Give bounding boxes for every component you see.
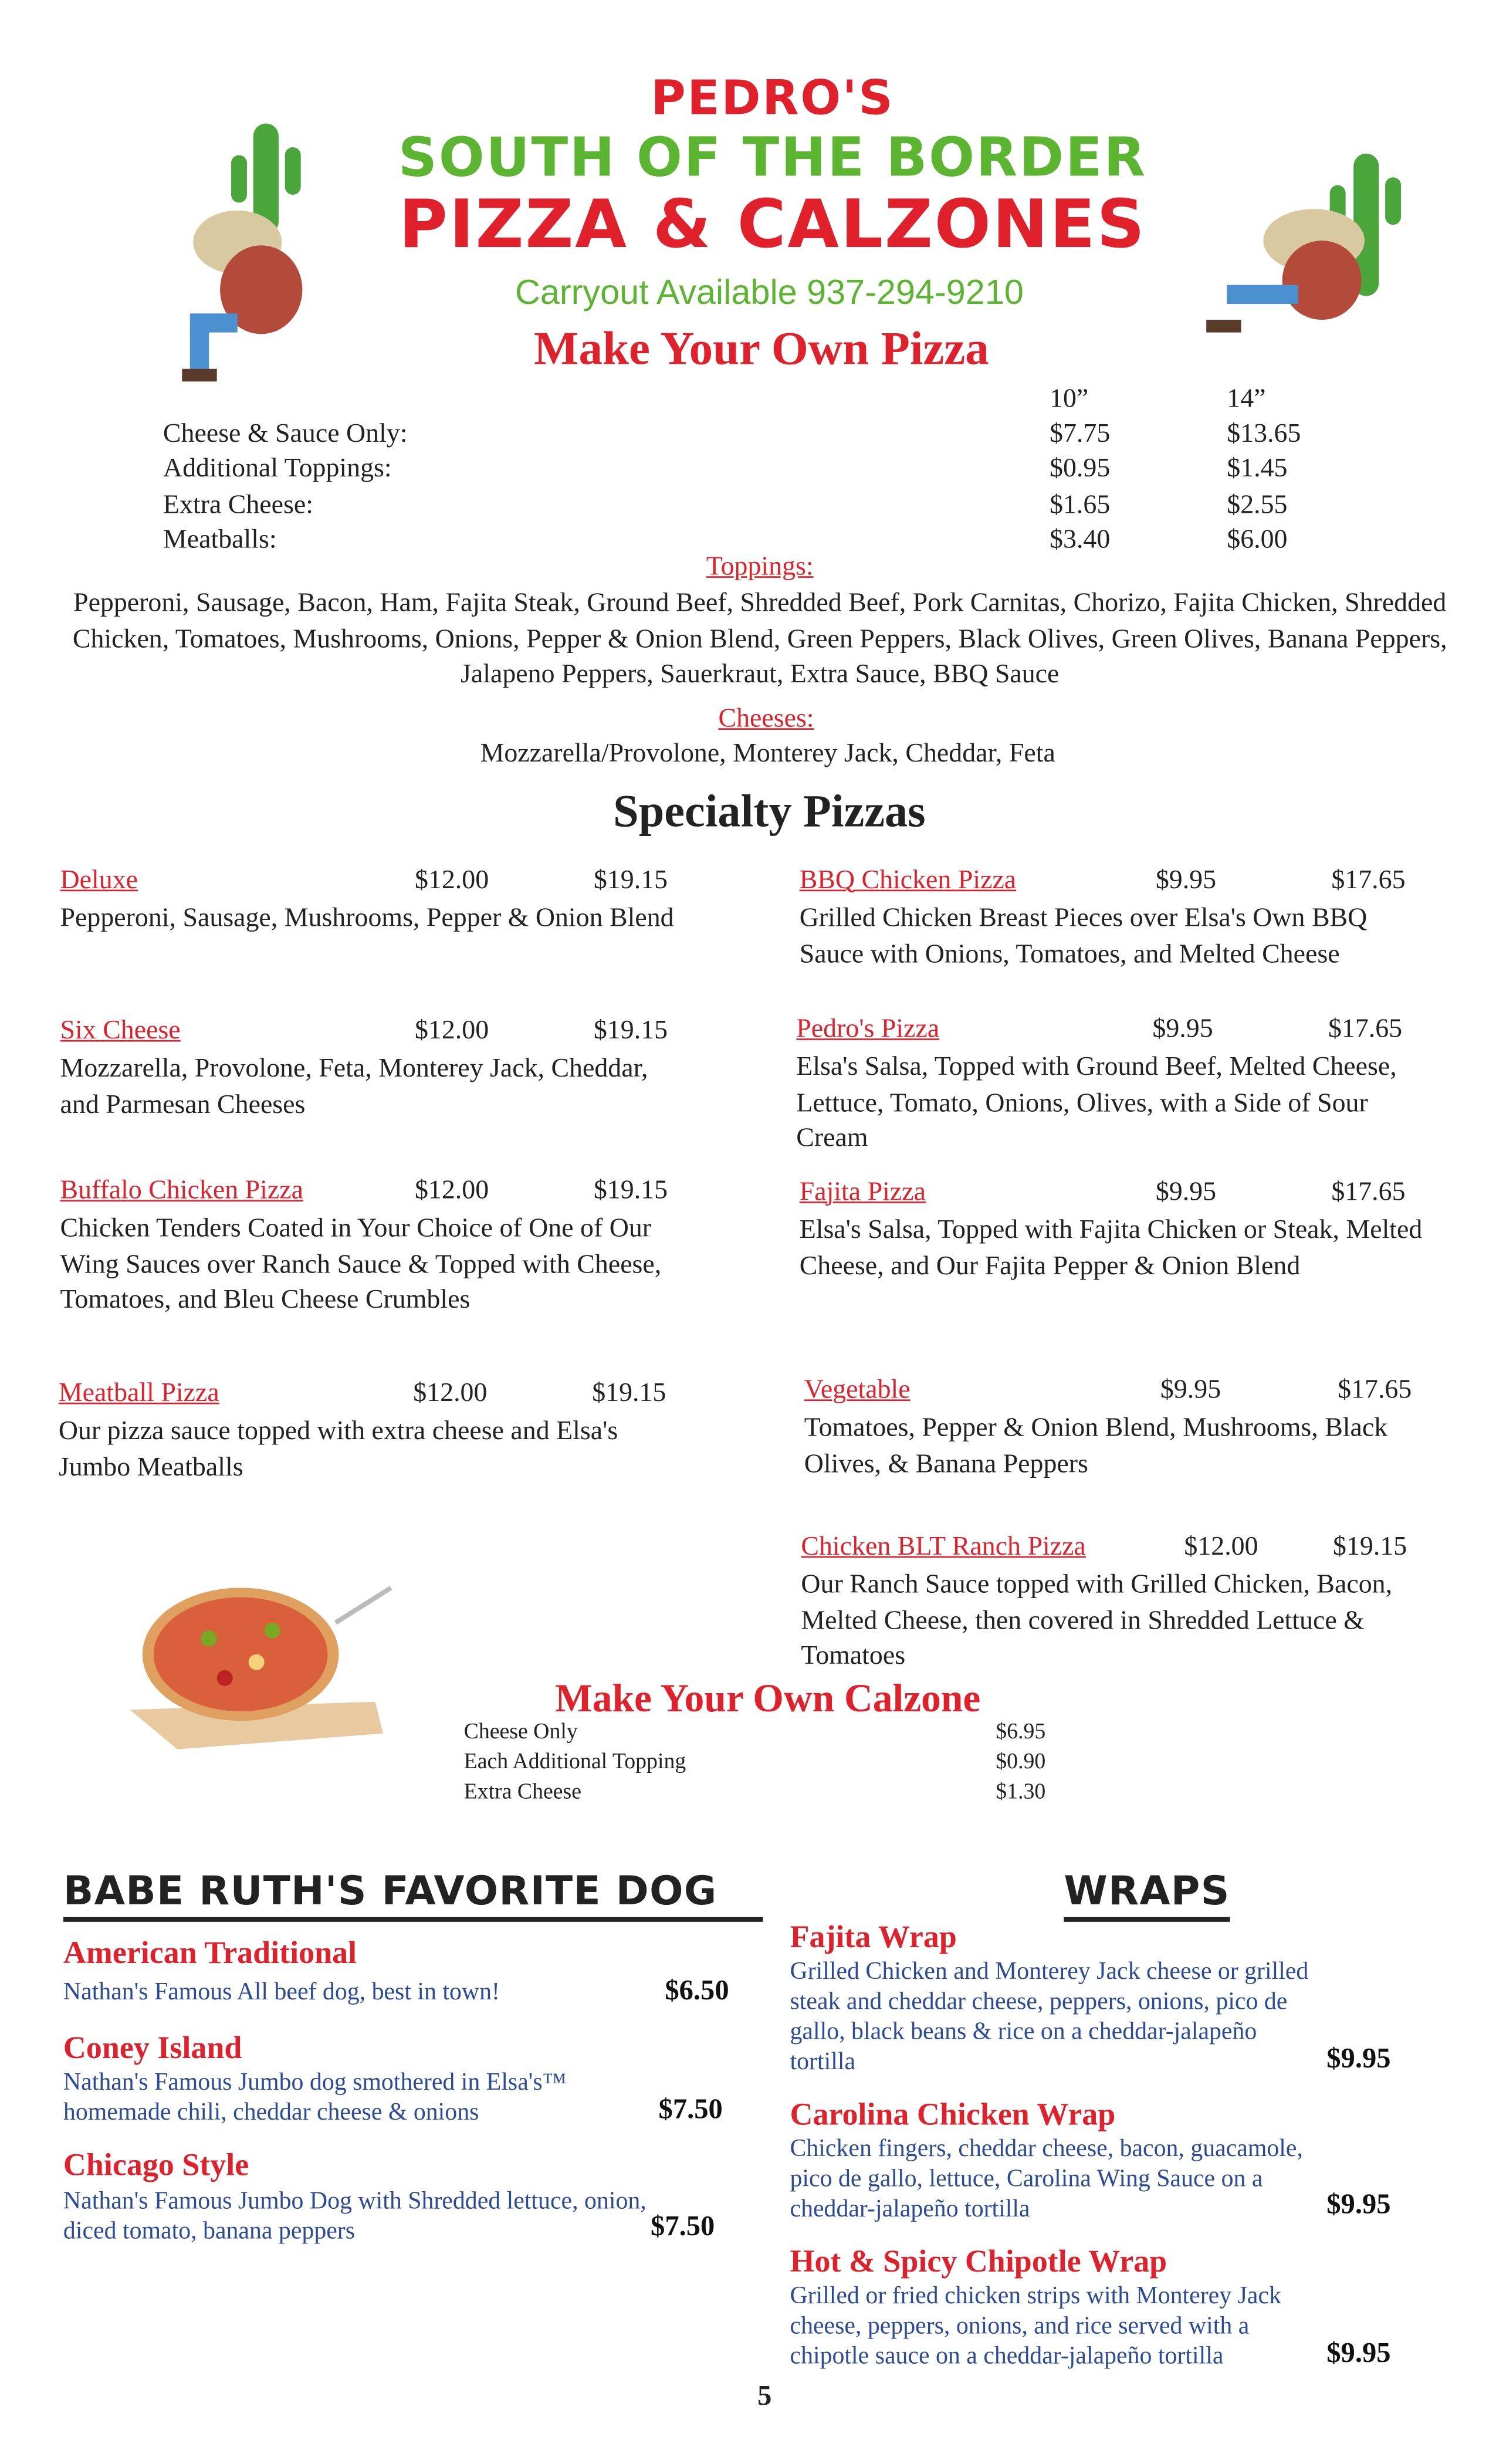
item-name: Chicago Style	[63, 2148, 249, 2184]
item-price: $9.95	[1326, 2188, 1391, 2220]
item-description: Nathan's Famous Jumbo dog smothered in Elsa's™ homemade chili, cheddar cheese & onions	[63, 2069, 567, 2126]
item-name: Meatball Pizza	[58, 1377, 219, 1407]
make-pizza-title: Make Your Own Pizza	[534, 323, 989, 375]
price-10: $12.00	[414, 1175, 489, 1205]
cheeses-list: Mozzarella/Provolone, Monterey Jack, Cheddar, Feta	[480, 737, 1055, 768]
item-description: Grilled Chicken Breast Pieces over Elsa's Own BBQ Sauce with Onions, Tomatoes, and Melted Cheese	[799, 902, 1368, 969]
size-10-header: 10”	[1050, 383, 1089, 414]
price-14: $1.45	[1227, 452, 1288, 483]
brand-name: PEDRO'S	[651, 71, 895, 127]
item-name: Coney Island	[63, 2031, 242, 2066]
item-name: Vegetable	[804, 1374, 911, 1404]
item-description: Chicken Tenders Coated in Your Choice of One of Our Wing Sauces over Ranch Sauce & Topped with Cheese, Tomatoes, and Bleu Cheese Crumbles	[60, 1212, 662, 1314]
make-calzone-title: Make Your Own Calzone	[555, 1678, 981, 1721]
calzone-row-label: Extra Cheese	[463, 1781, 581, 1805]
price-10: $12.00	[414, 1014, 489, 1045]
item-price: $9.95	[1326, 2336, 1391, 2368]
price-14: $17.65	[1328, 1013, 1403, 1044]
price-14: $19.15	[593, 864, 668, 895]
item-name: Hot & Spicy Chipotle Wrap	[790, 2245, 1167, 2280]
item-name: Buffalo Chicken Pizza	[60, 1175, 303, 1205]
dogs-section-title: BABE RUTH'S FAVORITE DOG	[63, 1868, 763, 1922]
item-price: $7.50	[658, 2093, 723, 2125]
price-14: $19.15	[592, 1377, 666, 1407]
item-description: Our Ranch Sauce topped with Grilled Chicken, Bacon, Melted Cheese, then covered in Shredded Lettuce & Tomatoes	[801, 1569, 1393, 1670]
price-14: $17.65	[1331, 1176, 1406, 1207]
item-description: Nathan's Famous All beef dog, best in town!	[63, 1979, 500, 2006]
wraps-section-title: WRAPS	[1064, 1868, 1230, 1922]
pizza-on-peel-illustration	[114, 1575, 399, 1752]
price-row-label: Additional Toppings:	[163, 452, 392, 483]
price-14: $6.00	[1227, 524, 1288, 554]
price-10: $12.00	[1184, 1531, 1258, 1561]
calzone-row-price: $6.95	[996, 1721, 1046, 1745]
price-10: $12.00	[413, 1377, 488, 1407]
price-14: $17.65	[1338, 1374, 1412, 1404]
item-description: Elsa's Salsa, Topped with Fajita Chicken or Steak, Melted Cheese, and Our Fajita Pepper & Onion Blend	[799, 1214, 1423, 1280]
item-description: Pepperoni, Sausage, Mushrooms, Pepper & Onion Blend	[60, 902, 674, 933]
price-14: $19.15	[593, 1014, 668, 1045]
item-name: Chicken BLT Ranch Pizza	[801, 1531, 1086, 1561]
price-10: $7.75	[1050, 418, 1111, 448]
sleeping-cowboy-cactus-illustration-left	[174, 123, 324, 392]
calzone-row-label: Each Additional Topping	[463, 1751, 686, 1775]
item-name: BBQ Chicken Pizza	[799, 864, 1017, 895]
price-10: $9.95	[1155, 1176, 1217, 1207]
item-name: American Traditional	[63, 1936, 357, 1971]
sleeping-cowboy-cactus-illustration-right	[1203, 145, 1417, 351]
item-name: Pedro's Pizza	[796, 1013, 940, 1044]
toppings-list: Pepperoni, Sausage, Bacon, Ham, Fajita Steak, Ground Beef, Shredded Beef, Pork Carnitas, Chorizo, Fajita Chicken, Shredded Chicken, Tomatoes, Mushrooms, Onions, Pepper & Onion Blend, Green Peppers, Black Olives, Green Olives, Banana Peppers, Jalapeno Peppers, Sauerkraut, Extra Sauce, BBQ Sauce	[72, 587, 1447, 689]
item-name: Carolina Chicken Wrap	[790, 2097, 1116, 2133]
item-description: Nathan's Famous Jumbo Dog with Shredded lettuce, onion, diced tomato, banana peppers	[63, 2188, 647, 2245]
price-14: $2.55	[1227, 489, 1288, 520]
price-10: $12.00	[414, 864, 489, 895]
item-price: $6.50	[665, 1974, 729, 2006]
brand-tagline: SOUTH OF THE BORDER	[398, 126, 1147, 190]
price-row-label: Cheese & Sauce Only:	[163, 418, 408, 448]
price-10: $0.95	[1050, 452, 1111, 483]
item-description: Chicken fingers, cheddar cheese, bacon, guacamole, pico de gallo, lettuce, Carolina Wing Sauce on a cheddar-jalapeño tortilla	[790, 2135, 1303, 2223]
cheeses-label: Cheeses:	[718, 703, 814, 733]
price-10: $9.95	[1152, 1013, 1213, 1044]
brand-subtitle: PIZZA & CALZONES	[398, 185, 1146, 263]
item-description: Grilled Chicken and Monterey Jack cheese or grilled steak and cheddar cheese, peppers, onions, pico de gallo, black beans & rice on a cheddar-jalapeño tortilla	[790, 1958, 1309, 2076]
item-name: Fajita Wrap	[790, 1920, 957, 1955]
item-name: Fajita Pizza	[799, 1176, 926, 1207]
item-description: Mozzarella, Provolone, Feta, Monterey Jack, Cheddar, and Parmesan Cheeses	[60, 1052, 648, 1119]
price-10: $9.95	[1155, 864, 1217, 895]
item-price: $9.95	[1326, 2042, 1391, 2074]
page-number: 5	[757, 2379, 772, 2411]
size-14-header: 14”	[1227, 383, 1266, 414]
price-14: $17.65	[1331, 864, 1406, 895]
price-10: $1.65	[1050, 489, 1111, 520]
price-row-label: Meatballs:	[163, 524, 277, 554]
specialty-pizzas-title: Specialty Pizzas	[613, 787, 926, 838]
carryout-phone: Carryout Available 937-294-9210	[515, 272, 1024, 312]
item-name: Deluxe	[60, 864, 138, 895]
price-14: $13.65	[1227, 418, 1301, 448]
price-14: $19.15	[593, 1175, 668, 1205]
price-row-label: Extra Cheese:	[163, 489, 313, 520]
item-description: Grilled or fried chicken strips with Monterey Jack cheese, peppers, onions, and rice served with a chipotle sauce on a cheddar-jalapeño tortilla	[790, 2283, 1281, 2370]
price-14: $19.15	[1333, 1531, 1407, 1561]
price-10: $3.40	[1050, 524, 1111, 554]
item-description: Our pizza sauce topped with extra cheese and Elsa's Jumbo Meatballs	[58, 1415, 618, 1481]
toppings-label: Toppings:	[706, 551, 814, 581]
item-description: Elsa's Salsa, Topped with Ground Beef, Melted Cheese, Lettuce, Tomato, Onions, Olives, with a Side of Sour Cream	[796, 1051, 1397, 1153]
calzone-row-label: Cheese Only	[463, 1721, 578, 1745]
item-description: Tomatoes, Pepper & Onion Blend, Mushrooms, Black Olives, & Banana Peppers	[804, 1412, 1388, 1478]
item-name: Six Cheese	[60, 1014, 181, 1045]
item-price: $7.50	[651, 2209, 715, 2242]
calzone-row-price: $1.30	[996, 1781, 1046, 1805]
calzone-row-price: $0.90	[996, 1751, 1046, 1775]
price-10: $9.95	[1160, 1374, 1221, 1404]
